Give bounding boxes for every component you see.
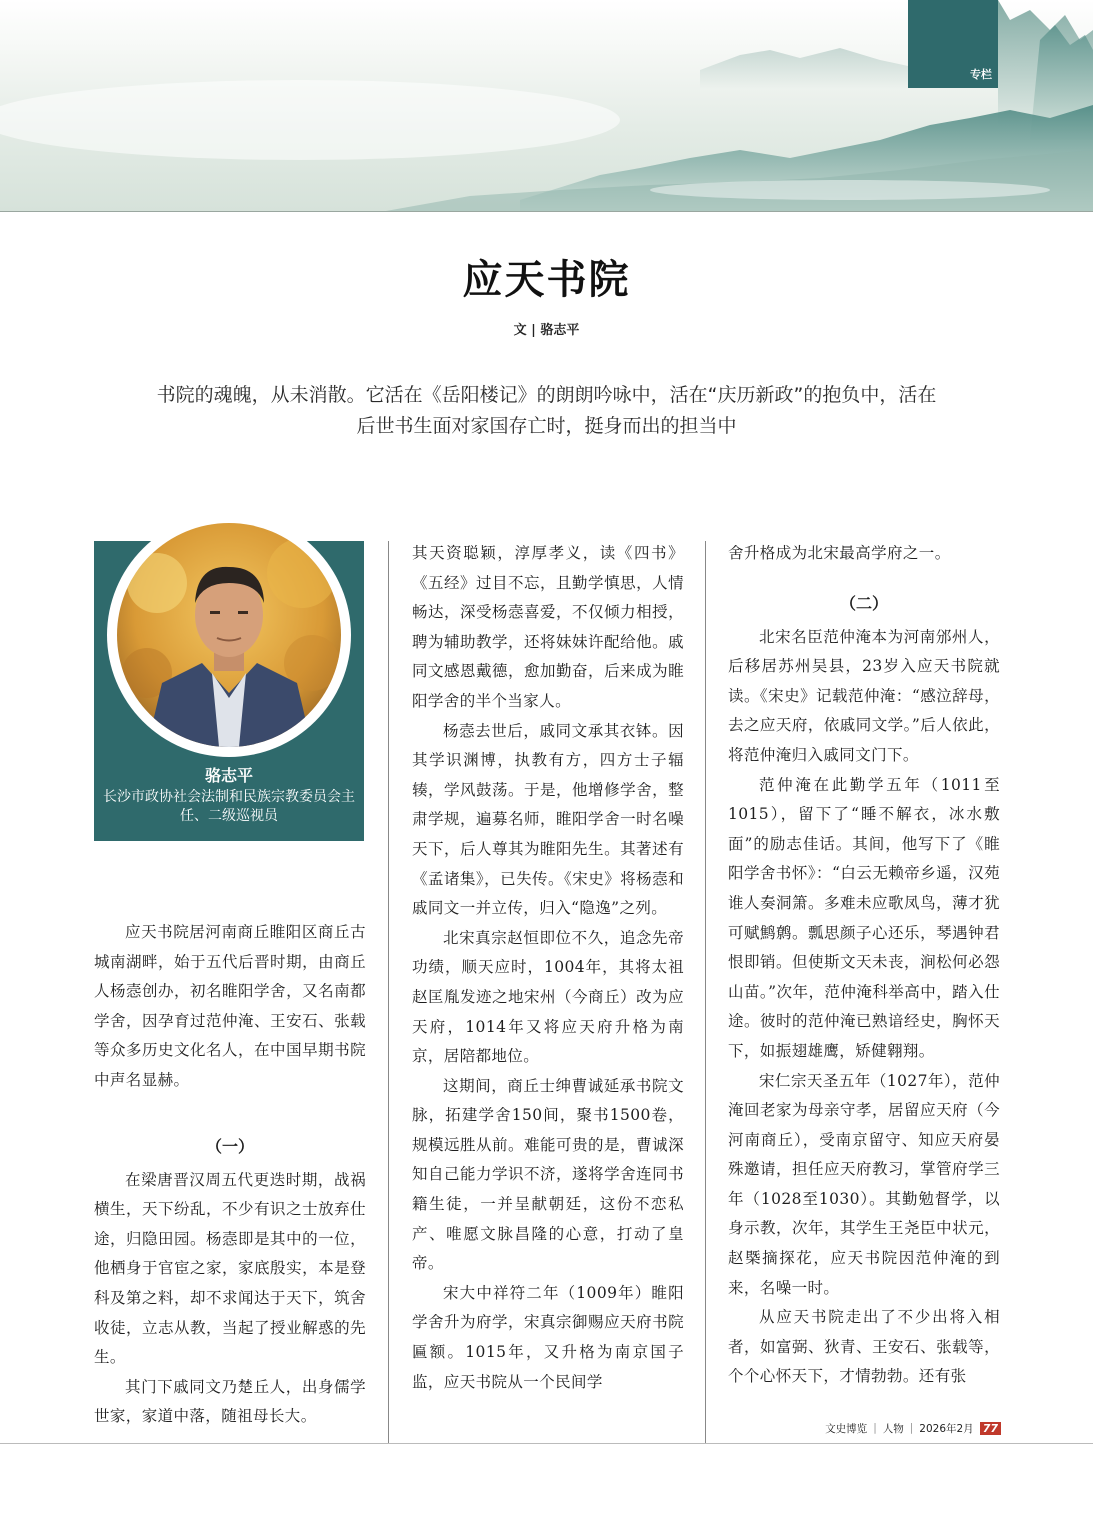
paragraph: 杨悫去世后，戚同文承其衣钵。因其学识渊博，执教有方，四方士子辐辏，学风鼓荡。于是，他增修学舍，整肃学规，遍募名师，睢阳学舍一时名噪天下，后人尊其为睢阳先生。其著述有《孟诸集》，已失传。《宋史》将杨悫和戚同文一并立传，归入“隐逸”之列。 xyxy=(412,721,684,918)
author-title: 长沙市政协社会法制和民族宗教委员会主任、二级巡视员 xyxy=(103,789,355,824)
paragraph: 这期间，商丘士绅曹诚延承书院文脉，拓建学舍150间，聚书1500卷，规模远胜从前。难能可贵的是，曹诚深知自己能力学识不济，遂将学舍连同书籍生徒，一并呈献朝廷，这份不恋私产、唯愿文脉昌隆的心意，打动了皇帝。 xyxy=(412,1076,684,1273)
paragraph: 其门下戚同文乃楚丘人，出身儒学世家，家道中落，随祖母长大。 xyxy=(94,1377,366,1426)
banner-divider xyxy=(0,211,1093,212)
column-divider xyxy=(705,541,706,1443)
footer-separator: | xyxy=(909,1422,914,1434)
paragraph: 宋大中祥符二年（1009年）睢阳学舍升为府学，宋真宗御赐应天府书院匾额。1015年，又升格为南京国子监，应天书院从一个民间学 xyxy=(412,1283,684,1391)
paragraph: 舍升格成为北宋最高学府之一。 xyxy=(728,544,951,562)
author-photo xyxy=(117,523,341,747)
paragraph: 宋仁宗天圣五年（1027年），范仲淹回老家为母亲守孝，居留应天府（今河南商丘），受南京留守、知应天府晏殊邀请，担任应天府教习，掌管府学三年（1028至1030）。其勤勉督学，以身示教，次年，其学生王尧臣中状元，赵槩摘探花，应天书院因范仲淹的到来，名噪一时。 xyxy=(728,1071,1000,1297)
text-column-1 xyxy=(94,918,366,1432)
column-tag-label: 专栏 xyxy=(970,68,992,81)
article-title: 应天书院 xyxy=(462,257,631,303)
magazine-name: 文史博览 xyxy=(825,1422,868,1435)
issue-date: 2026年2月 xyxy=(919,1422,974,1435)
page-number: 77 xyxy=(980,1422,1001,1435)
column-tag xyxy=(908,0,998,88)
article-lead: 书院的魂魄，从未消散。它活在《岳阳楼记》的朗朗吟咏中，活在“庆历新政”的抱负中，活在后世书生面对家国存亡时，挺身而出的担当中 xyxy=(156,384,937,437)
section-heading-1: （一） xyxy=(205,1136,254,1156)
footer-divider xyxy=(0,1443,1093,1444)
footer-separator: | xyxy=(873,1422,877,1434)
paragraph: 其天资聪颖，淳厚孝义，读《四书》《五经》过目不忘，且勤学慎思，人情畅达，深受杨悫喜爱，不仅倾力相授，聘为辅助教学，还将妹妹许配给他。戚同文感恩戴德，愈加勤奋，后来成为睢阳学舍的半个当家人。 xyxy=(412,544,684,710)
text-column-3 xyxy=(728,539,1000,1392)
paragraph: 范仲淹在此勤学五年（1011至1015），留下了“睡不解衣，冰水敷面”的励志佳话。其间，他写下了《睢阳学舍书怀》：“白云无赖帝乡遥，汉苑谁人奏洞箫。多难未应歌凤鸟，薄才犹可赋鹪鹩。瓢思颜子心还乐，琴遇钟君恨即销。但使斯文天未丧，涧松何必怨山苗。”次年，范仲淹科举高中，踏入仕途。彼时的范仲淹已熟谙经史，胸怀天下，如振翅雄鹰，矫健翱翔。 xyxy=(728,775,1000,1060)
column-divider xyxy=(388,541,389,1443)
section-name: 人物 xyxy=(882,1422,904,1435)
page-footer xyxy=(825,1420,1001,1436)
text-column-2 xyxy=(412,539,684,1397)
section-heading-2: （二） xyxy=(839,593,888,613)
paragraph: 北宋真宗赵恒即位不久，追念先帝功绩，顺天应时，1004年，其将太祖赵匡胤发迹之地宋州（今商丘）改为应天府，1014年又将应天府升格为南京，居陪都地位。 xyxy=(412,928,684,1066)
paragraph: 从应天书院走出了不少出将入相者，如富弼、狄青、王安石、张载等，个个心怀天下，才情勃勃。还有张 xyxy=(728,1308,1000,1386)
paragraph: 北宋名臣范仲淹本为河南邠州人，后移居苏州吴县，23岁入应天书院就读。《宋史》记载范仲淹：“感泣辞母，去之应天府，依戚同文学。”后人依此，将范仲淹归入戚同文门下。 xyxy=(728,627,1000,764)
paragraph: 应天书院居河南商丘睢阳区商丘古城南湖畔，始于五代后晋时期，由商丘人杨悫创办，初名睢阳学舍，又名南都学舍，因孕育过范仲淹、王安石、张载等众多历史文化名人，在中国早期书院中声名显赫。 xyxy=(94,923,366,1089)
paragraph: 在梁唐晋汉周五代更迭时期，战祸横生，天下纷乱，不少有识之士放弃仕途，归隐田园。杨悫即是其中的一位，他栖身于官宦之家，家底殷实，本是登科及第之料，却不求闻达于天下，筑舍收徒，立志从教，当起了授业解惑的先生。 xyxy=(94,1170,366,1367)
header-banner xyxy=(0,0,1093,212)
article-byline: 文 | 骆志平 xyxy=(513,323,580,338)
author-name: 骆志平 xyxy=(204,766,253,785)
